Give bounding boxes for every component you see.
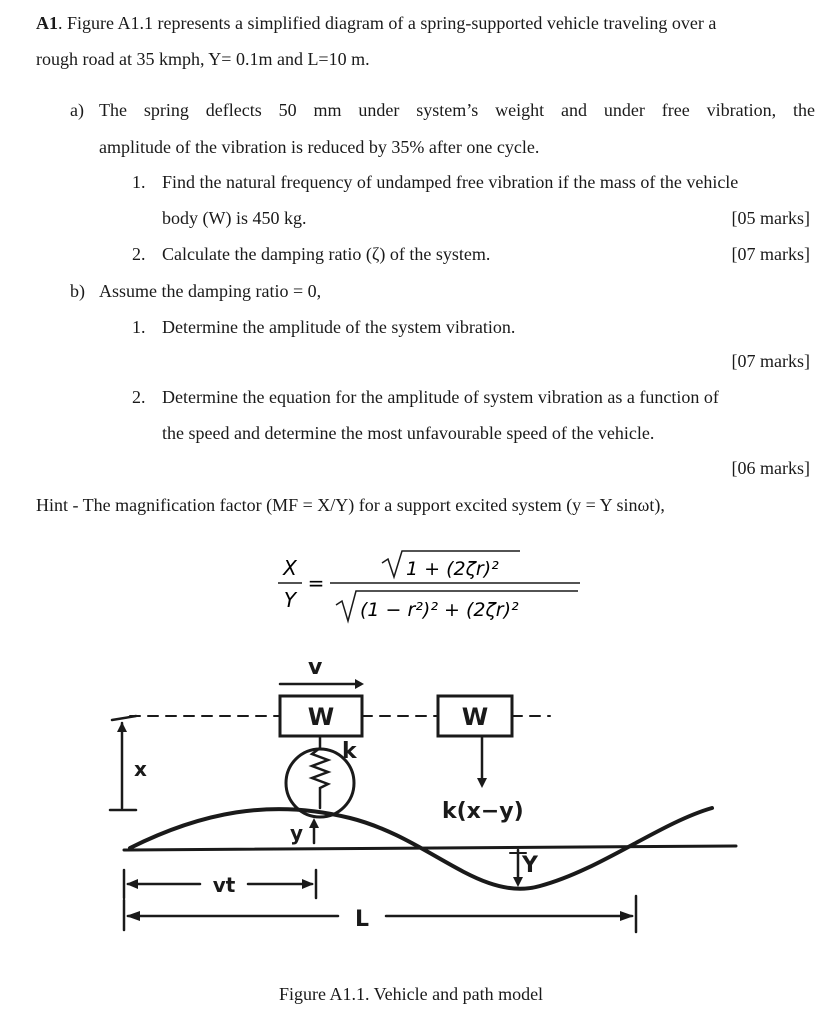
mass-2-label: W [461,703,489,731]
vt-right-arrowhead [302,879,314,889]
figure-caption: Figure A1.1. Vehicle and path model [278,984,544,1004]
L-wavelength-label: L [354,907,370,932]
part-a-item-1-text-1: Find the natural frequency of undamped free vibration if the mass of the vehicle [162,172,739,192]
question-intro-text-1: . Figure A1.1 represents a simplified diagram of a spring-supported vehicle traveling over a [58,13,717,33]
x-displacement-label: x [134,757,147,781]
vt-left-arrowhead [126,879,138,889]
spring-stiffness-label: k [342,739,357,764]
L-left-arrowhead [126,911,140,921]
part-b-label: b) [70,281,85,301]
spring-force-label: k(x−y) [442,799,524,824]
part-a-item-2-marks: [07 marks] [731,244,810,264]
part-a-text-2: amplitude of the vibration is reduced by 35% after one cycle. [99,137,540,157]
part-a-item-2-num: 2. [132,244,146,264]
part-b-item-1-num: 1. [132,317,146,337]
part-a-item-1-num: 1. [132,172,146,192]
formula-lhs-numerator: X [283,556,297,580]
velocity-label: v [308,655,323,680]
hint-text: Hint - The magnification factor (MF = X/Y) for a support excited system (y = Y sinωt), [36,495,665,515]
x-dimension-top-tick [112,716,136,720]
part-b-text-1: Assume the damping ratio = 0, [99,281,322,301]
formula-lhs-denominator: Y [283,588,297,612]
part-a-text-1: The spring deflects 50 mm under system’s weight and under free vibration, the [99,100,815,120]
road-amplitude-label: Y [522,853,538,878]
Y-amplitude-arrowhead [513,877,523,887]
road-baseline [124,846,736,850]
question-intro-line-2: rough road at 35 kmph, Y= 0.1m and L=10 m. [36,49,370,69]
vt-distance-label: vt [212,873,236,897]
part-a-label: a) [70,100,84,120]
y-displacement-label: y [290,821,304,845]
part-a-item-1-text-2: body (W) is 450 kg. [162,208,307,228]
formula-denominator: (1 − r²)² + (2ζr)² [360,599,519,621]
part-b-item-2-marks: [06 marks] [731,458,810,478]
formula-numerator: 1 + (2ζr)² [406,558,499,580]
velocity-arrowhead [355,679,364,689]
part-b-item-2-num: 2. [132,387,146,407]
part-a-item-1-marks: [05 marks] [731,208,810,228]
force-arrowhead [477,778,487,788]
spring-coil [312,748,328,808]
magnification-factor-formula [270,545,590,625]
mass-1-label: W [307,703,335,731]
vehicle-path-diagram [100,648,760,948]
part-a-item-2-text-1: Calculate the damping ratio (ζ) of the system. [162,244,491,264]
part-b-item-2-text-1: Determine the equation for the amplitude of system vibration as a function of [162,387,719,407]
L-right-arrowhead [620,911,634,921]
formula-equals: = [307,571,325,595]
part-b-item-1-text-1: Determine the amplitude of the system vibration. [162,317,516,337]
question-label: A1 [36,13,58,33]
x-dimension-arrowhead [117,722,127,732]
part-b-item-2-text-2: the speed and determine the most unfavourable speed of the vehicle. [162,423,655,443]
question-intro-line-1 [36,12,716,34]
part-b-item-1-marks: [07 marks] [731,351,810,371]
y-arrowhead [309,818,319,828]
